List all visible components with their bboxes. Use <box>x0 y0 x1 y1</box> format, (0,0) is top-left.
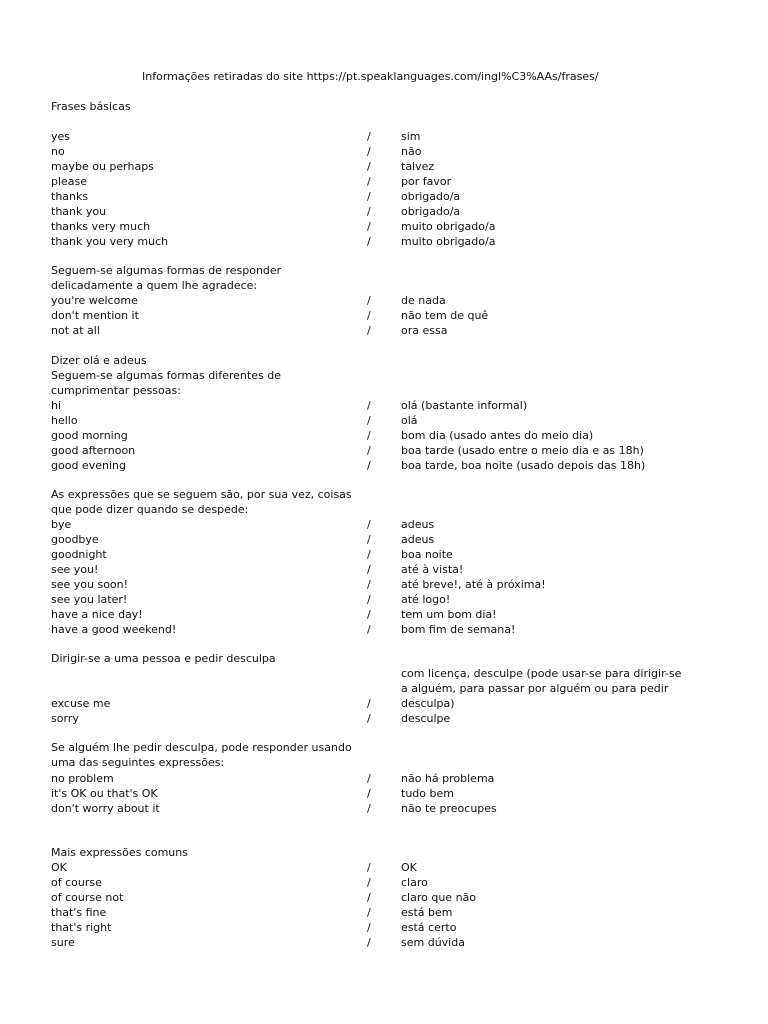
portuguese-translation: talvez <box>401 160 435 173</box>
phrase-row <box>0 547 768 562</box>
english-phrase: good evening <box>51 459 126 472</box>
english-phrase: you're welcome <box>51 294 138 307</box>
portuguese-translation: boa tarde, boa noite (usado depois das 18h) <box>401 459 646 472</box>
separator-slash: / <box>367 160 371 173</box>
portuguese-translation: bom fim de semana! <box>401 623 516 636</box>
separator-slash: / <box>367 891 371 904</box>
english-phrase: please <box>51 175 88 188</box>
section-heading: Seguem-se algumas formas de responder <box>51 264 282 277</box>
phrase-row <box>0 771 768 786</box>
portuguese-translation: boa tarde (usado entre o meio dia e as 18h) <box>401 444 644 457</box>
phrase-row <box>0 398 768 413</box>
section-heading: uma das seguintes expressões: <box>51 756 225 769</box>
phrase-row <box>0 129 768 144</box>
phrase-row <box>0 801 768 816</box>
phrase-row <box>0 458 768 473</box>
phrase-row <box>0 428 768 443</box>
separator-slash: / <box>367 309 371 322</box>
portuguese-translation: bom dia (usado antes do meio dia) <box>401 429 594 442</box>
section-heading: Mais expressões comuns <box>51 846 188 859</box>
english-phrase: have a nice day! <box>51 608 143 621</box>
english-phrase: no <box>51 145 65 158</box>
english-phrase: not at all <box>51 324 100 337</box>
portuguese-translation: OK <box>401 861 417 874</box>
portuguese-note-text: a alguém, para passar por alguém ou para pedir <box>401 682 669 695</box>
phrase-row <box>0 875 768 890</box>
section-heading: que pode dizer quando se despede: <box>51 503 249 516</box>
section-heading: Se alguém lhe pedir desculpa, pode responder usando <box>51 741 352 754</box>
portuguese-translation: não te preocupes <box>401 802 497 815</box>
english-phrase: of course <box>51 876 102 889</box>
separator-slash: / <box>367 324 371 337</box>
section-heading: Dirigir-se a uma pessoa e pedir desculpa <box>51 652 276 665</box>
phrase-row <box>0 592 768 607</box>
separator-slash: / <box>367 802 371 815</box>
separator-slash: / <box>367 414 371 427</box>
phrase-row <box>0 293 768 308</box>
separator-slash: / <box>367 861 371 874</box>
phrase-row <box>0 860 768 875</box>
phrase-row <box>0 905 768 920</box>
section-heading: Seguem-se algumas formas diferentes de <box>51 369 281 382</box>
english-phrase: goodbye <box>51 533 99 546</box>
portuguese-note-text: com licença, desculpe (pode usar-se para dirigir-se <box>401 667 682 680</box>
english-phrase: of course not <box>51 891 124 904</box>
portuguese-translation: sim <box>401 130 421 143</box>
separator-slash: / <box>367 593 371 606</box>
portuguese-translation: não tem de quê <box>401 309 489 322</box>
portuguese-translation: tudo bem <box>401 787 454 800</box>
portuguese-translation: de nada <box>401 294 446 307</box>
english-phrase: thank you <box>51 205 107 218</box>
phrase-row <box>0 159 768 174</box>
english-phrase: OK <box>51 861 67 874</box>
portuguese-translation: claro <box>401 876 428 889</box>
portuguese-translation: adeus <box>401 518 435 531</box>
portuguese-translation: olá <box>401 414 418 427</box>
portuguese-translation: desculpe <box>401 712 451 725</box>
english-phrase: sure <box>51 936 75 949</box>
separator-slash: / <box>367 608 371 621</box>
english-phrase: don't worry about it <box>51 802 160 815</box>
separator-slash: / <box>367 190 371 203</box>
section-heading: delicadamente a quem lhe agradece: <box>51 279 258 292</box>
english-phrase: good morning <box>51 429 128 442</box>
portuguese-translation: está certo <box>401 921 457 934</box>
phrase-row <box>0 204 768 219</box>
english-phrase: bye <box>51 518 72 531</box>
section-heading: cumprimentar pessoas: <box>51 384 181 397</box>
section-heading: Dizer olá e adeus <box>51 354 147 367</box>
english-phrase: goodnight <box>51 548 107 561</box>
phrase-row <box>0 920 768 935</box>
phrase-row <box>0 711 768 726</box>
portuguese-translation: não <box>401 145 422 158</box>
english-phrase: no problem <box>51 772 114 785</box>
english-phrase: thanks <box>51 190 89 203</box>
english-phrase: see you later! <box>51 593 128 606</box>
english-phrase: see you soon! <box>51 578 129 591</box>
separator-slash: / <box>367 294 371 307</box>
phrase-row <box>0 234 768 249</box>
portuguese-translation: por favor <box>401 175 452 188</box>
english-phrase: thank you very much <box>51 235 169 248</box>
portuguese-translation: obrigado/a <box>401 205 461 218</box>
portuguese-translation: até à vista! <box>401 563 464 576</box>
portuguese-translation: até breve!, até à próxima! <box>401 578 546 591</box>
separator-slash: / <box>367 787 371 800</box>
english-phrase: hi <box>51 399 62 412</box>
separator-slash: / <box>367 876 371 889</box>
phrase-row <box>0 413 768 428</box>
portuguese-translation: olá (bastante informal) <box>401 399 528 412</box>
english-phrase: maybe ou perhaps <box>51 160 154 173</box>
portuguese-translation: ora essa <box>401 324 448 337</box>
english-phrase: yes <box>51 130 71 143</box>
separator-slash: / <box>367 220 371 233</box>
english-phrase: excuse me <box>51 697 111 710</box>
portuguese-translation: até logo! <box>401 593 451 606</box>
phrase-row <box>0 532 768 547</box>
separator-slash: / <box>367 429 371 442</box>
separator-slash: / <box>367 145 371 158</box>
phrase-row <box>0 607 768 622</box>
english-phrase: sorry <box>51 712 79 725</box>
separator-slash: / <box>367 623 371 636</box>
english-phrase: thanks very much <box>51 220 151 233</box>
english-phrase: that's right <box>51 921 112 934</box>
phrase-row <box>0 517 768 532</box>
separator-slash: / <box>367 578 371 591</box>
phrase-row <box>0 890 768 905</box>
phrase-row <box>0 308 768 323</box>
phrase-row <box>0 443 768 458</box>
separator-slash: / <box>367 205 371 218</box>
separator-slash: / <box>367 697 371 710</box>
portuguese-translation: muito obrigado/a <box>401 235 496 248</box>
phrase-row <box>0 219 768 234</box>
separator-slash: / <box>367 235 371 248</box>
phrase-row <box>0 144 768 159</box>
separator-slash: / <box>367 175 371 188</box>
separator-slash: / <box>367 459 371 472</box>
source-header: Informações retiradas do site https://pt.speaklanguages.com/ingl%C3%AAs/frases/ <box>142 70 599 83</box>
phrase-row <box>0 562 768 577</box>
phrase-row <box>0 622 768 637</box>
phrase-row <box>0 174 768 189</box>
separator-slash: / <box>367 130 371 143</box>
english-phrase: have a good weekend! <box>51 623 177 636</box>
portuguese-translation: adeus <box>401 533 435 546</box>
phrase-row <box>0 577 768 592</box>
separator-slash: / <box>367 399 371 412</box>
portuguese-translation: não há problema <box>401 772 495 785</box>
portuguese-translation: obrigado/a <box>401 190 461 203</box>
portuguese-translation: sem dúvida <box>401 936 465 949</box>
english-phrase: that's fine <box>51 906 107 919</box>
separator-slash: / <box>367 936 371 949</box>
phrase-row <box>0 189 768 204</box>
phrase-row <box>0 323 768 338</box>
phrase-row <box>0 696 768 711</box>
section-heading: As expressões que se seguem são, por sua vez, coisas <box>51 488 352 501</box>
portuguese-translation: está bem <box>401 906 453 919</box>
separator-slash: / <box>367 563 371 576</box>
separator-slash: / <box>367 712 371 725</box>
separator-slash: / <box>367 518 371 531</box>
section-heading: Frases básicas <box>51 100 131 113</box>
separator-slash: / <box>367 906 371 919</box>
english-phrase: see you! <box>51 563 99 576</box>
portuguese-translation: tem um bom dia! <box>401 608 497 621</box>
portuguese-translation: claro que não <box>401 891 477 904</box>
phrase-row <box>0 786 768 801</box>
separator-slash: / <box>367 548 371 561</box>
separator-slash: / <box>367 444 371 457</box>
portuguese-translation: muito obrigado/a <box>401 220 496 233</box>
english-phrase: hello <box>51 414 78 427</box>
separator-slash: / <box>367 921 371 934</box>
portuguese-translation: boa noite <box>401 548 453 561</box>
portuguese-translation: desculpa) <box>401 697 455 710</box>
separator-slash: / <box>367 772 371 785</box>
english-phrase: good afternoon <box>51 444 136 457</box>
separator-slash: / <box>367 533 371 546</box>
phrase-row <box>0 935 768 950</box>
english-phrase: don't mention it <box>51 309 139 322</box>
english-phrase: it's OK ou that's OK <box>51 787 158 800</box>
